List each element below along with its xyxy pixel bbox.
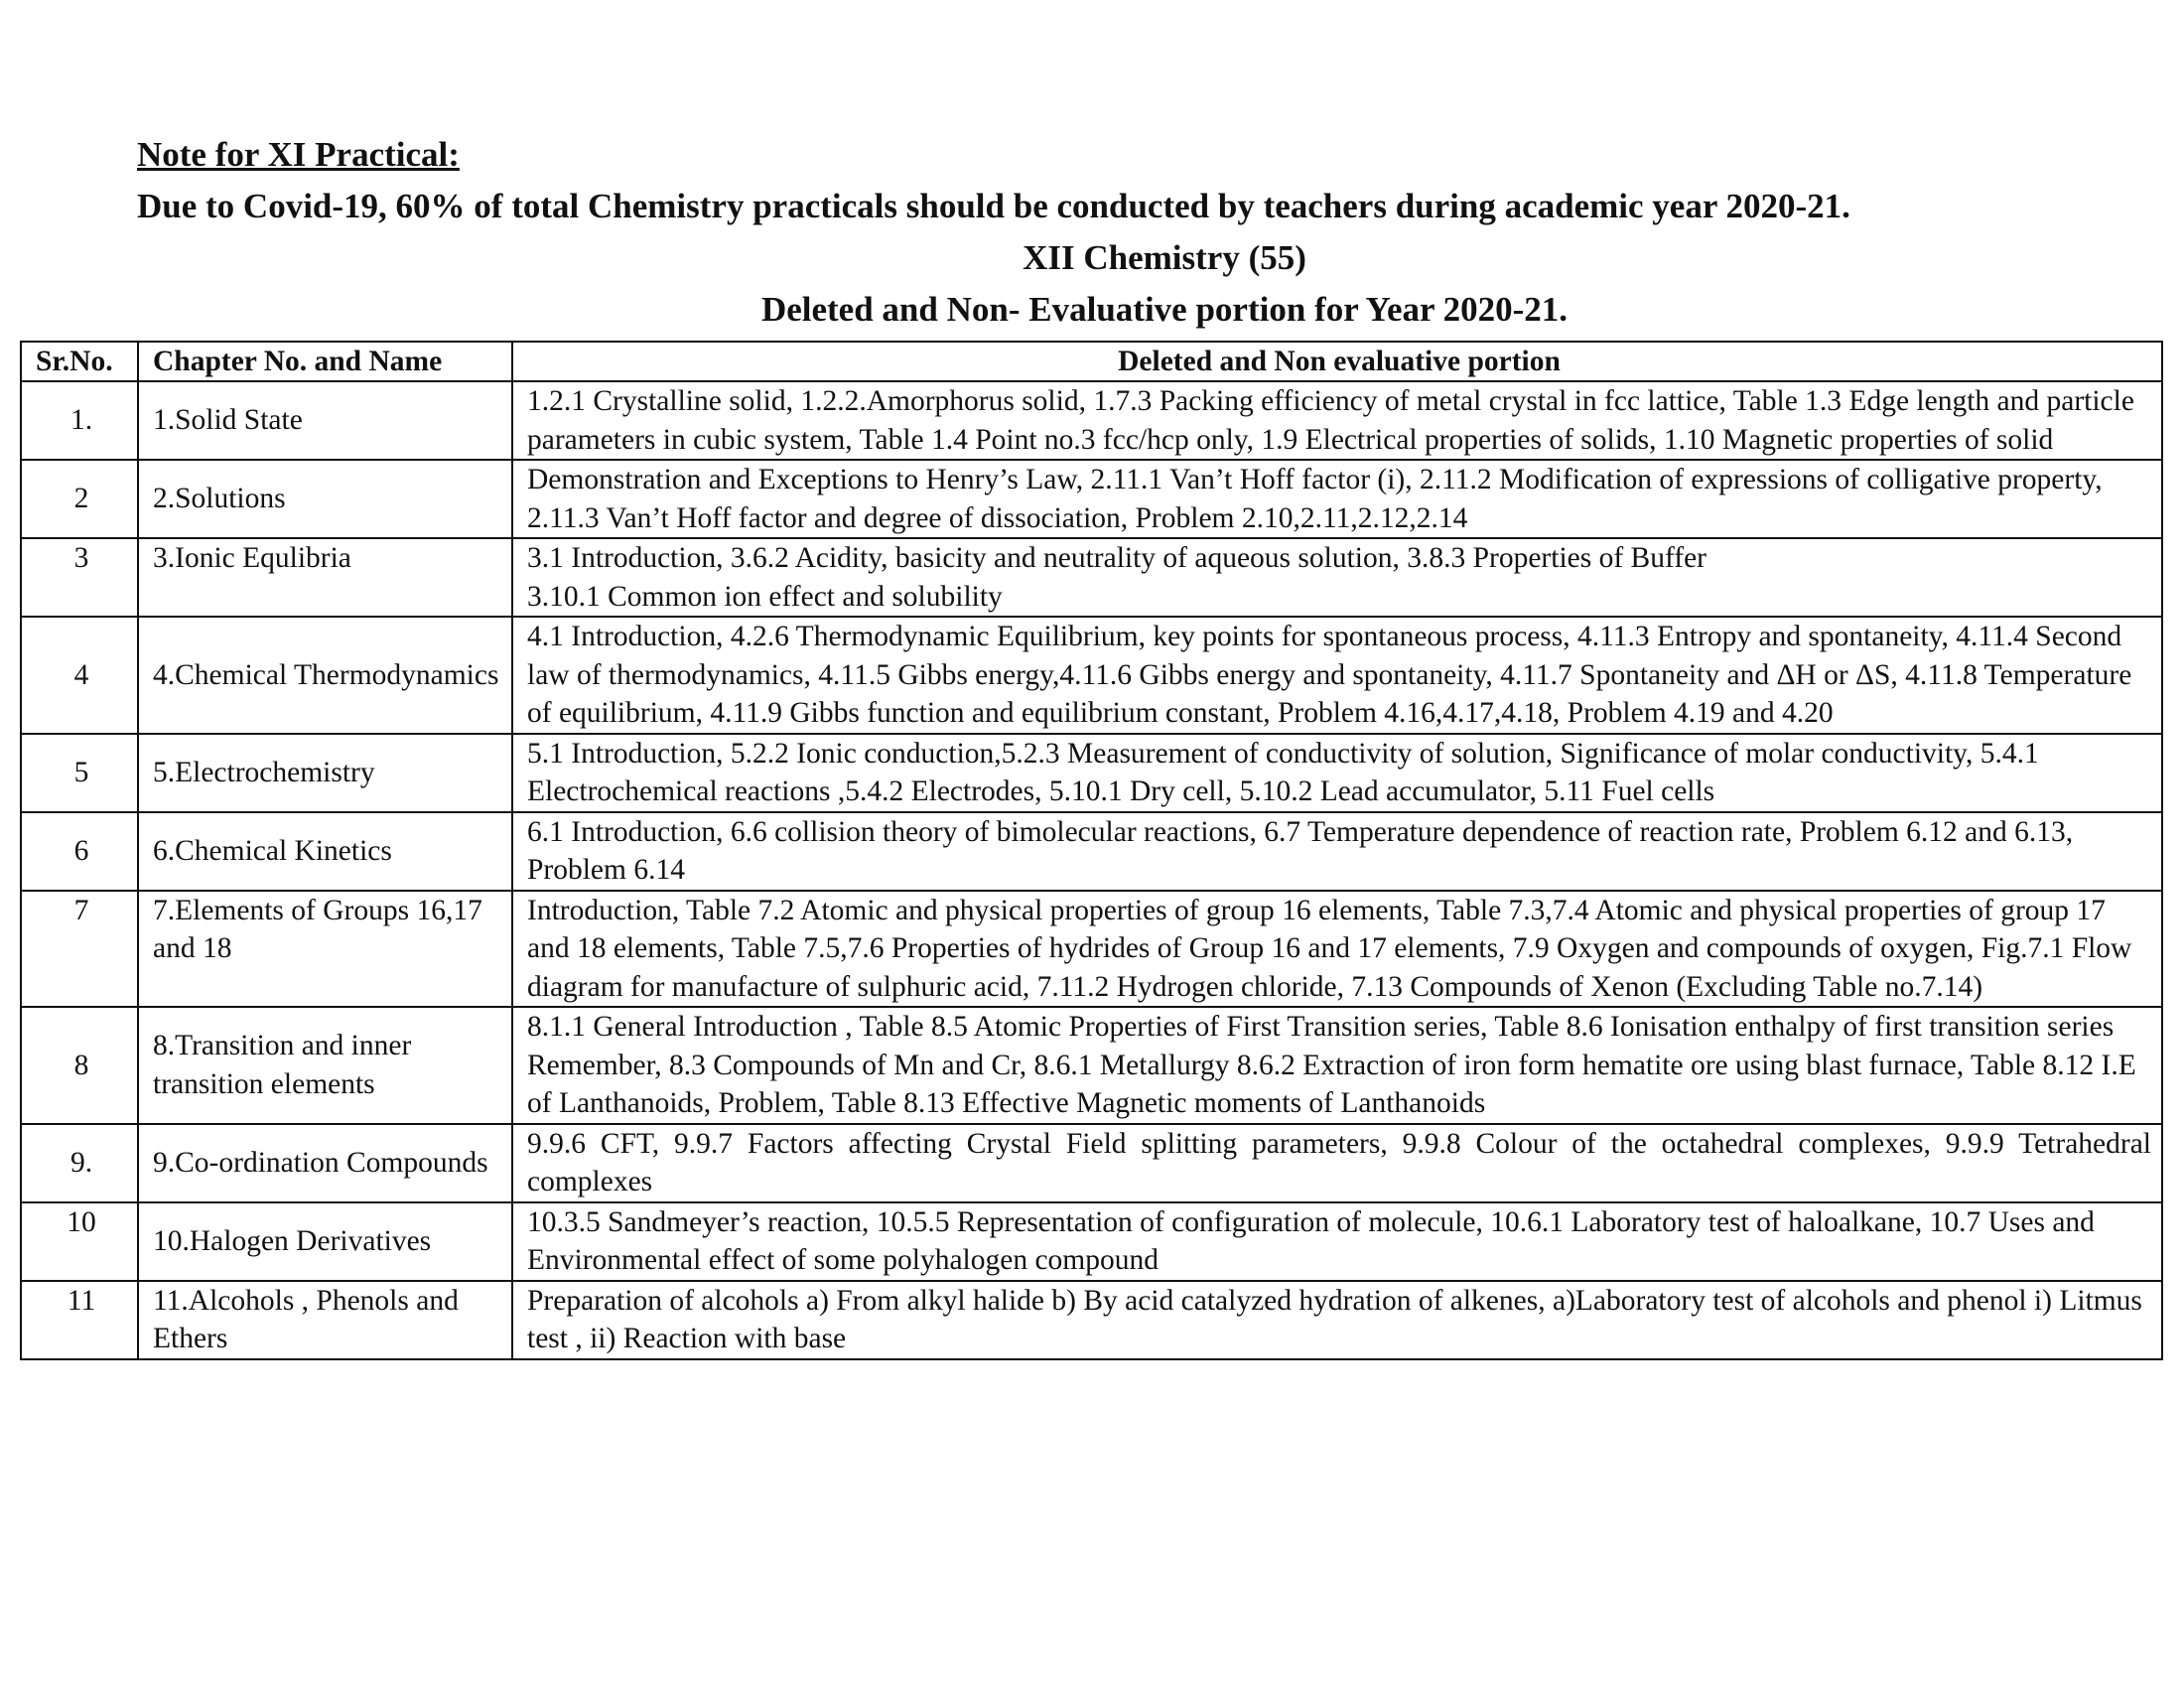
table-row [21, 891, 2162, 1008]
sr-no-cell: 1. [21, 381, 138, 460]
table-row [21, 812, 2162, 891]
portion-cell: 1.2.1 Crystalline solid, 1.2.2.Amorphorus solid, 1.7.3 Packing efficiency of metal crystal in fcc lattice, Table 1.3 Edge length and particle parameters in cubic system, Table 1.4 Point no.3 fcc/hcp only, 1.9 Electrical properties of solids, 1.10 Magnetic properties of solid [512, 381, 2162, 460]
chapter-cell: 9.Co-ordination Compounds [138, 1124, 512, 1202]
chapter-cell: 6.Chemical Kinetics [138, 812, 512, 891]
portion-cell: 5.1 Introduction, 5.2.2 Ionic conduction,5.2.3 Measurement of conductivity of solution, Significance of molar conductivity, 5.4.1 Electrochemical reactions ,5.4.2 Electrodes, 5.10.1 Dry cell, 5.10.2 Lead accumulator, 5.11 Fuel cells [512, 734, 2162, 812]
portion-cell: 6.1 Introduction, 6.6 collision theory of bimolecular reactions, 6.7 Temperature dependence of reaction rate, Problem 6.12 and 6.13, Problem 6.14 [512, 812, 2162, 891]
header-portion: Deleted and Non evaluative portion [512, 342, 2162, 381]
sr-no-cell: 7 [21, 891, 138, 1008]
sr-no-cell: 4 [21, 617, 138, 734]
header-sr-no: Sr.No. [21, 342, 138, 381]
header-chapter: Chapter No. and Name [138, 342, 512, 381]
sr-no-cell: 8 [21, 1007, 138, 1124]
portion-cell: 8.1.1 General Introduction , Table 8.5 Atomic Properties of First Transition series, Table 8.6 Ionisation enthalpy of first transition series Remember, 8.3 Compounds of Mn and Cr, 8.6.1 Metallurgy 8.6.2 Extraction of iron form hematite ore using blast furnace, Table 8.12 I.E of Lanthanoids, Problem, Table 8.13 Effective Magnetic moments of Lanthanoids [512, 1007, 2162, 1124]
sr-no-cell: 10 [21, 1202, 138, 1281]
chapter-cell: 5.Electrochemistry [138, 734, 512, 812]
portion-cell: Preparation of alcohols a) From alkyl halide b) By acid catalyzed hydration of alkenes, a)Laboratory test of alcohols and phenol i) Litmus test , ii) Reaction with base [512, 1281, 2162, 1359]
portion-cell: 4.1 Introduction, 4.2.6 Thermodynamic Equilibrium, key points for spontaneous process, 4.11.3 Entropy and spontaneity, 4.11.4 Second law of thermodynamics, 4.11.5 Gibbs energy,4.11.6 Gibbs energy and spontaneity, 4.11.7 Spontaneity and ΔH or ΔS, 4.11.8 Temperature of equilibrium, 4.11.9 Gibbs function and equilibrium constant, Problem 4.16,4.17,4.18, Problem 4.19 and 4.20 [512, 617, 2162, 734]
note-text: Due to Covid-19, 60% of total Chemistry practicals should be conducted by teachers during academic year 2020-21. [137, 187, 1850, 225]
chapter-cell: 8.Transition and inner transition elements [138, 1007, 512, 1124]
table-row [21, 1007, 2162, 1124]
chapter-cell: 11.Alcohols , Phenols and Ethers [138, 1281, 512, 1359]
table-row [21, 617, 2162, 734]
table-row [21, 538, 2162, 617]
table-row [21, 1281, 2162, 1359]
portion-cell: Demonstration and Exceptions to Henry’s Law, 2.11.1 Van’t Hoff factor (i), 2.11.2 Modification of expressions of colligative property, 2.11.3 Van’t Hoff factor and degree of dissociation, Problem 2.10,2.11,2.12,2.14 [512, 460, 2162, 538]
chapter-cell: 2.Solutions [138, 460, 512, 538]
sr-no-cell: 11 [21, 1281, 138, 1359]
portion-cell: 3.1 Introduction, 3.6.2 Acidity, basicity and neutrality of aqueous solution, 3.8.3 Properties of Buffer 3.10.1 Common ion effect and solubility [512, 538, 2162, 617]
sr-no-cell: 6 [21, 812, 138, 891]
table-row [21, 460, 2162, 538]
table-row [21, 1124, 2162, 1202]
note-heading: Note for XI Practical: [137, 135, 460, 174]
portion-cell: Introduction, Table 7.2 Atomic and physical properties of group 16 elements, Table 7.3,7.4 Atomic and physical properties of group 17 and 18 elements, Table 7.5,7.6 Properties of hydrides of Group 16 and 17 elements, 7.9 Oxygen and compounds of oxygen, Fig.7.1 Flow diagram for manufacture of sulphuric acid, 7.11.2 Hydrogen chloride, 7.13 Compounds of Xenon (Excluding Table no.7.14) [512, 891, 2162, 1008]
table-row [21, 734, 2162, 812]
table-row [21, 1202, 2162, 1281]
portion-cell: 9.9.6 CFT, 9.9.7 Factors affecting Crystal Field splitting parameters, 9.9.8 Colour of the octahedral complexes, 9.9.9 Tetrahedral complexes [512, 1124, 2162, 1202]
deleted-portion-table [20, 341, 2163, 1360]
sr-no-cell: 9. [21, 1124, 138, 1202]
document-subtitle: Deleted and Non- Evaluative portion for Year 2020-21. [760, 290, 1569, 329]
sr-no-cell: 3 [21, 538, 138, 617]
chapter-cell: 7.Elements of Groups 16,17 and 18 [138, 891, 512, 1008]
table-header-row [21, 342, 2162, 381]
chapter-cell: 4.Chemical Thermodynamics [138, 617, 512, 734]
chapter-cell: 3.Ionic Equlibria [138, 538, 512, 617]
portion-cell: 10.3.5 Sandmeyer’s reaction, 10.5.5 Representation of configuration of molecule, 10.6.1 Laboratory test of haloalkane, 10.7 Uses and Environmental effect of some polyhalogen compound [512, 1202, 2162, 1281]
table-row [21, 381, 2162, 460]
sr-no-cell: 2 [21, 460, 138, 538]
chapter-cell: 1.Solid State [138, 381, 512, 460]
sr-no-cell: 5 [21, 734, 138, 812]
chapter-cell: 10.Halogen Derivatives [138, 1202, 512, 1281]
document-title: XII Chemistry (55) [1023, 238, 1306, 277]
